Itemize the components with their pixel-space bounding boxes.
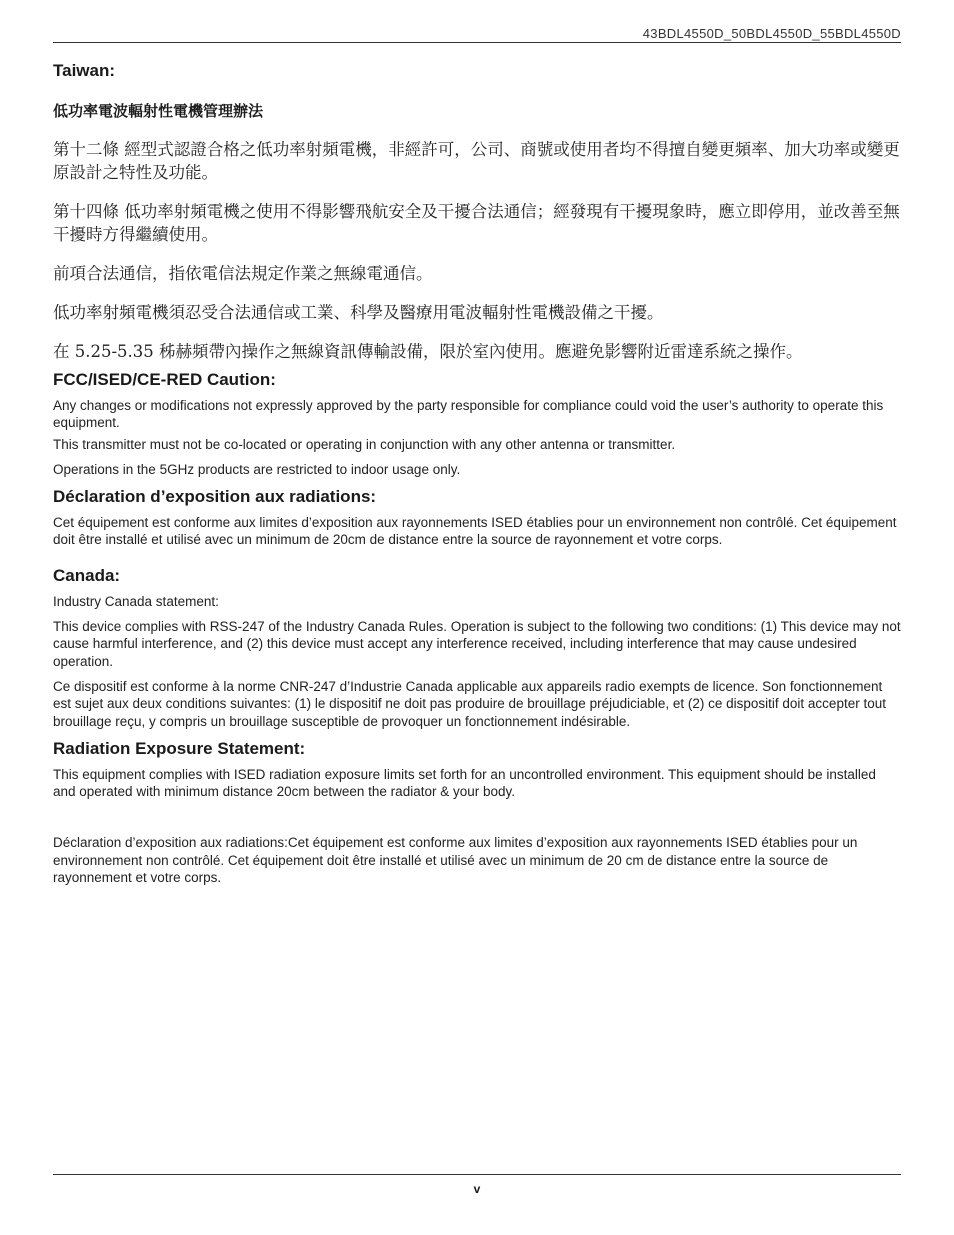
header-divider bbox=[53, 42, 901, 43]
radiation-paragraph-2: Déclaration d’exposition aux radiations:Cet équipement est conforme aux limites d’exposition aux rayonnements ISED établies pour un environnement non contrôlé. Cet équipement doit être installé et utilisé avec un minimum de 20 cm de distance entre la source de rayonnement et votre corps. bbox=[53, 835, 858, 886]
fcc-paragraph-1: Any changes or modifications not expressly approved by the party responsible for compliance could void the user’s authority to operate this equipment. bbox=[53, 398, 884, 431]
header-model-number: 43BDL4550D_50BDL4550D_55BDL4550D bbox=[642, 26, 901, 41]
fcc-heading: FCC/ISED/CE-RED Caution: bbox=[53, 370, 276, 389]
taiwan-paragraph-2: 第十四條 低功率射頻電機之使用不得影響飛航安全及干擾合法通信；經發現有干擾現象時，應立即停用，並改善至無干擾時方得繼續使用。 bbox=[53, 202, 900, 244]
taiwan-subheading: 低功率電波輻射性電機管理辦法 bbox=[53, 102, 264, 120]
page-number: v bbox=[473, 1182, 481, 1196]
canada-paragraph-2: This device complies with RSS-247 of the Industry Canada Rules. Operation is subject to the following two conditions: (1) This device may not cause harmful interference, and (2) this device must accept any interference received, including interference that may cause undesired operation. bbox=[53, 619, 901, 669]
radiation-heading: Radiation Exposure Statement: bbox=[53, 738, 306, 758]
page-content bbox=[53, 60, 901, 886]
declaration-heading: Déclaration d’exposition aux radiations: bbox=[53, 487, 377, 507]
taiwan-paragraph-4: 低功率射頻電機須忍受合法通信或工業、科學及醫療用電波輻射性電機設備之干擾。 bbox=[53, 303, 664, 322]
taiwan-paragraph-5: 在 5.25-5.35 秭赫頻帶內操作之無線資訊傳輸設備，限於室內使用。應避免影響附近雷達系統之操作。 bbox=[53, 342, 803, 361]
fcc-paragraph-2: This transmitter must not be co-located or operating in conjunction with any other antenna or transmitter. bbox=[53, 436, 676, 452]
fcc-paragraph-3: Operations in the 5GHz products are restricted to indoor usage only. bbox=[53, 461, 461, 477]
radiation-paragraph-1: This equipment complies with ISED radiation exposure limits set forth for an uncontrolled environment. This equipment should be installed and operated with minimum distance 20cm between the radiator & your body. bbox=[53, 766, 876, 800]
canada-heading: Canada: bbox=[53, 565, 121, 585]
canada-paragraph-1: Industry Canada statement: bbox=[53, 593, 219, 609]
declaration-paragraph: Cet équipement est conforme aux limites d’exposition aux rayonnements ISED établies pour un environnement non contrôlé. Cet équipement doit être installé et utilisé avec un minimum de 20cm de distance entre la source de rayonnement et votre corps. bbox=[53, 515, 897, 548]
taiwan-heading: Taiwan: bbox=[53, 61, 116, 80]
taiwan-paragraph-1: 第十二條 經型式認證合格之低功率射頻電機，非經許可，公司、商號或使用者均不得擅自變更頻率、加大功率或變更原設計之特性及功能。 bbox=[53, 140, 900, 182]
canada-paragraph-3: Ce dispositif est conforme à la norme CNR-247 d’Industrie Canada applicable aux appareils radio exempts de licence. Son fonctionnement est sujet aux deux conditions suivantes: (1) le dispositif ne doit pas produire de brouillage préjudiciable, et (2) ce dispositif doit accepter tout brouillage reçu, y compris un brouillage susceptible de provoquer un fonctionnement indésirable. bbox=[53, 678, 886, 729]
taiwan-paragraph-3: 前項合法通信，指依電信法規定作業之無線電通信。 bbox=[53, 264, 433, 283]
footer-divider bbox=[53, 1174, 901, 1175]
